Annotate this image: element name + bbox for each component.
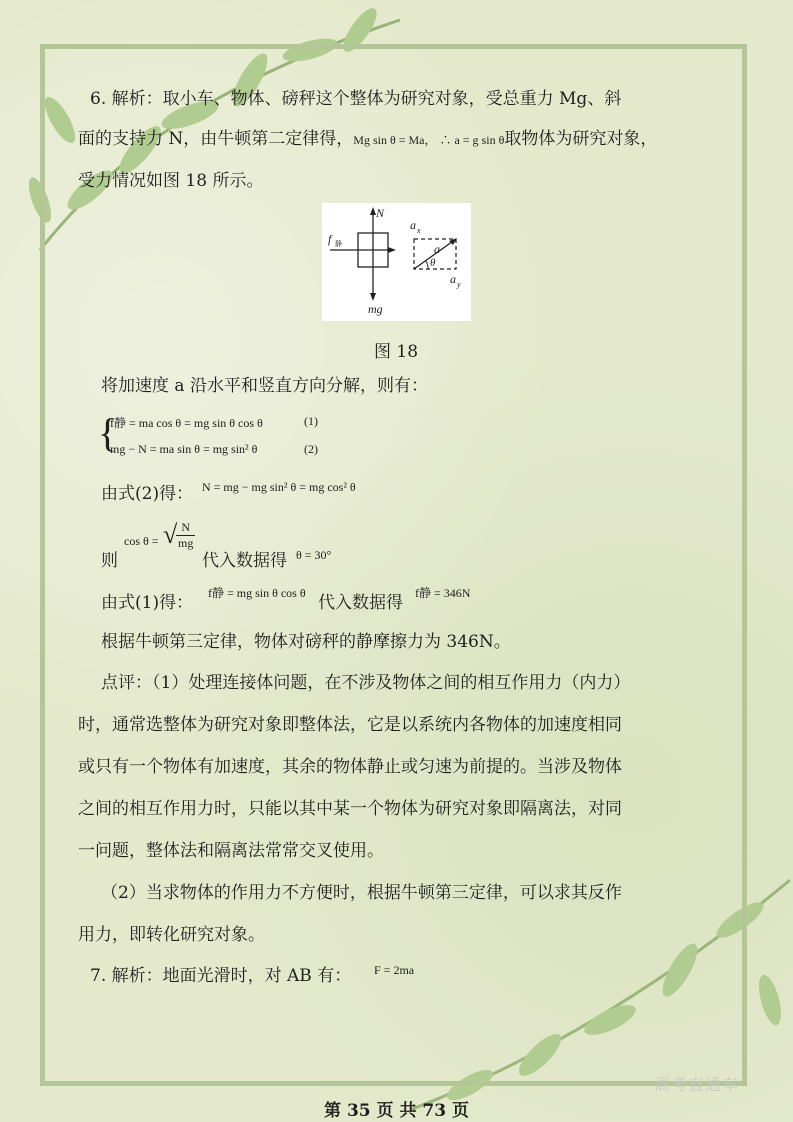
para1-line2-text: 面的支持力 N，由牛顿第二定律得，	[78, 129, 354, 149]
label-f: f	[328, 232, 332, 246]
fraction-numerator: N	[176, 520, 195, 536]
then-text-b: 代入数据得	[202, 551, 287, 571]
label-ay: a	[450, 272, 456, 286]
label-ax-sub: x	[417, 226, 421, 235]
equation-1: f静 = ma cos θ = mg sin θ cos θ	[110, 416, 263, 430]
label-mg: mg	[368, 302, 383, 316]
from2-text: 由式(2)得：	[101, 484, 194, 504]
from2-math: N = mg − mg sin² θ = mg cos² θ	[202, 480, 356, 494]
sqrt-icon: √	[163, 520, 178, 549]
page-footer: 第 35 页 共 73 页	[324, 1101, 469, 1121]
para7-math: F = 2ma	[374, 963, 415, 977]
comment-line-1: 点评：（1）处理连接体问题，在不涉及物体之间的相互作用力（内力）	[101, 673, 631, 693]
comment-line-4: 之间的相互作用力时，只能以其中某一个物体为研究对象即隔离法，对同	[78, 799, 622, 819]
comment-line-2: 时，通常选整体为研究对象即整体法，它是以系统内各物体的加速度相同	[78, 715, 622, 735]
para7-text: 7. 解析：地面光滑时，对 AB 有：	[90, 966, 352, 986]
para1-line2-math: Mg sin θ = Ma， ∴ a = g sin θ	[353, 133, 505, 147]
label-theta: θ	[430, 257, 436, 269]
label-ax: a	[410, 218, 416, 232]
label-ay-sub: y	[457, 280, 461, 289]
then-math-lhs: cos θ =	[124, 534, 159, 548]
then-text: 则	[101, 551, 118, 571]
brace-icon: {	[98, 410, 118, 455]
watermark: 高考直通车	[654, 1075, 740, 1094]
equation-2: mg − N = ma sin θ = mg sin² θ	[110, 442, 258, 456]
comment-line-6: （2）当求物体的作用力不方便时，根据牛顿第三定律，可以求其反作	[101, 883, 622, 903]
from1-text: 由式(1)得：	[101, 593, 194, 613]
label-N: N	[376, 206, 385, 220]
decompose-text: 将加速度 a 沿水平和竖直方向分解，则有：	[101, 376, 428, 396]
para1-line3: 受力情况如图 18 所示。	[78, 171, 264, 191]
label-a: a	[434, 242, 440, 256]
sqrt-fraction	[176, 520, 195, 551]
para1-line2	[78, 128, 657, 151]
force-diagram	[322, 203, 471, 321]
then-math-result: θ = 30°	[296, 548, 332, 562]
from1-math-result: f静 = 346N	[415, 586, 471, 600]
para1-line2-text-b: 取物体为研究对象，	[504, 129, 658, 149]
comment-line-3: 或只有一个物体有加速度，其余的物体静止或匀速为前提的。当涉及物体	[78, 757, 622, 777]
label-f-sub: 静	[335, 240, 342, 248]
para1-line1: 6. 解析：取小车、物体、磅秤这个整体为研究对象，受总重力 Mg、斜	[90, 89, 622, 109]
equation-2-number: (2)	[304, 442, 318, 456]
from1-math: f静 = mg sin θ cos θ	[208, 586, 306, 600]
conclusion: 根据牛顿第三定律，物体对磅秤的静摩擦力为 346N。	[101, 632, 511, 652]
figure-18	[322, 203, 471, 321]
comment-line-5: 一问题，整体法和隔离法常常交叉使用。	[78, 841, 384, 861]
fraction-denominator: mg	[178, 536, 194, 550]
figure-caption: 图 18	[374, 342, 419, 362]
equation-1-number: (1)	[304, 414, 318, 428]
comment-line-7: 用力，即转化研究对象。	[78, 925, 265, 945]
from1-text-b: 代入数据得	[318, 593, 403, 613]
